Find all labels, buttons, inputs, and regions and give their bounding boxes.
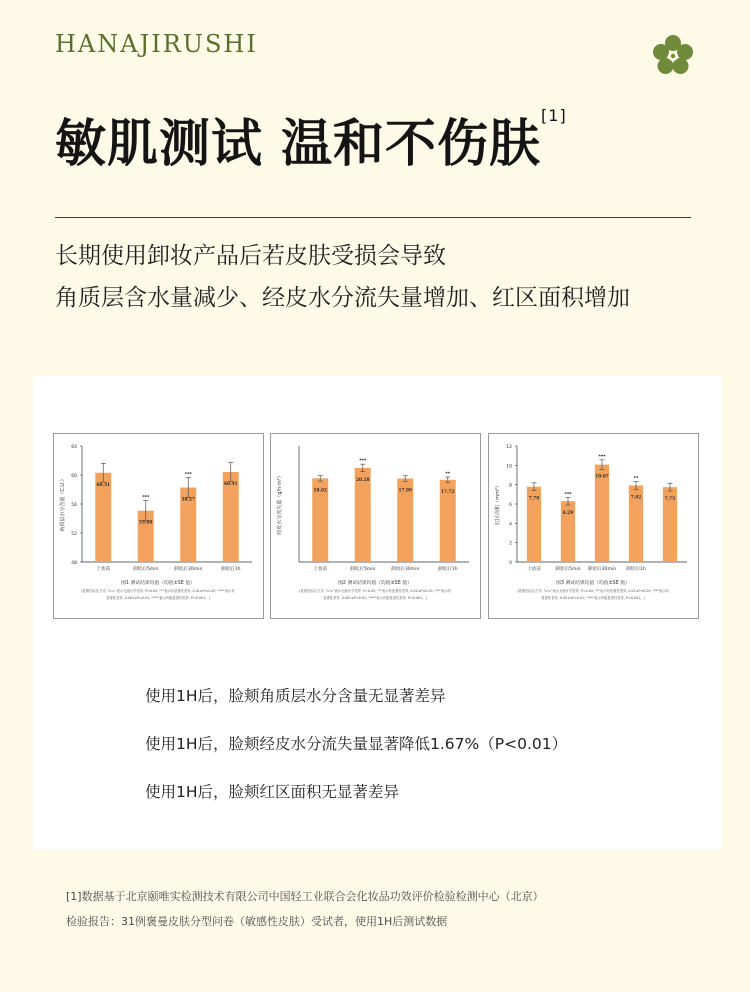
chart-footnote: (显著性标注方式: "n.s."表示无统计学差异, P>0.05; "*"表示有显著性差异, 0.01≤P<0.05; "***"表示有 [81, 589, 235, 593]
data-label: 7.92 [630, 495, 642, 501]
data-label: 60.31 [96, 482, 110, 488]
chart-caption: 图3 测试结果均值（均值±SE 值） [556, 581, 630, 586]
title-divider [55, 217, 691, 218]
x-tick-label: 卸妆后1h [437, 567, 458, 572]
y-tick-label: 60 [71, 474, 77, 479]
chart-footnote: (显著性标注方式: "n.s."表示无统计学差异, P>0.05; "*"表示有显著性差异, 0.01≤P<0.05; "**"表示有 [299, 589, 451, 593]
chart-svg-3 [489, 434, 698, 618]
y-tick-label: 10 [506, 464, 512, 470]
chart-caption: 图2 测试结果均值（均值±SE 值） [338, 581, 412, 586]
significance-label: ** [633, 476, 639, 482]
title-reference: [1] [541, 106, 567, 125]
y-tick-label: 64 [71, 445, 77, 450]
data-label: 18.02 [313, 488, 327, 494]
x-tick-label: 卸妆后5min [555, 567, 581, 572]
data-label: 60.41 [224, 482, 238, 488]
x-tick-label: 上妆前 [96, 567, 111, 572]
data-label: 6.29 [562, 511, 574, 517]
result-1: 使用1H后，脸颊角质层水分含量无显著差异 [145, 687, 446, 705]
significance-label: *** [359, 459, 367, 465]
significance-label: ** [445, 471, 451, 477]
y-tick-label: 4 [509, 522, 512, 528]
result-2: 使用1H后，脸颊经皮水分流失量显著降低1.67%（P<0.01） [145, 735, 568, 753]
result-3: 使用1H后，脸颊红区面积无显著差异 [145, 783, 400, 801]
chart-svg-2 [271, 434, 480, 618]
chart-footnote: (显著性标注方式: "n.s."表示无统计学差异, P>0.05; "*"表示有显著性差异, 0.01≤P<0.05; "**"表示有 [517, 589, 669, 593]
x-tick-label: 卸妆后30min [174, 567, 203, 572]
chart-stratum-corneum-hydration [53, 433, 264, 619]
brand-name: HANAJIRUSHI [55, 30, 258, 58]
data-label: 17.99 [398, 488, 412, 494]
chart-red-area [488, 433, 699, 619]
subtitle-line-1: 长期使用卸妆产品后若皮肤受损会导致 [55, 243, 446, 269]
title-part-2: 温和不伤肤 [281, 115, 542, 174]
footnote-report: 检验报告：31例褒曼皮肤分型问卷（敏感性皮肤）受试者，使用1H后测试数据 [66, 915, 448, 928]
chart-footnote: 显著性差异, 0.001≤P<0.01; "***"表示有极显著性差异, P<0.001。) [541, 596, 645, 600]
x-tick-label: 卸妆后1h [220, 567, 241, 572]
chart-caption: 图1 测试结果均值（均值±SE 值） [121, 581, 195, 586]
chart-svg-1 [54, 434, 263, 618]
data-label: 20.28 [356, 477, 370, 483]
data-label: 17.72 [441, 489, 455, 495]
footnote-source: [1]数据基于北京颐唯实检测技术有限公司中国轻工业联合会化妆品功效评价检验检测中心（北京） [66, 890, 544, 903]
y-axis-label: 红区面积（mm²） [495, 483, 501, 525]
significance-label: *** [564, 492, 572, 498]
data-label: 7.75 [664, 497, 676, 503]
data-label: 7.79 [528, 496, 540, 502]
y-tick-label: 0 [509, 561, 512, 566]
x-tick-label: 卸妆后5min [133, 567, 159, 572]
data-label: 55.08 [139, 520, 153, 526]
significance-label: *** [184, 472, 192, 478]
chart-footnote: 显著性差异, 0.001≤P<0.01; "***"表示有极显著性差异, P<0.001。) [106, 596, 210, 600]
chart-tewl [270, 433, 481, 619]
x-tick-label: 卸妆后1h [626, 567, 646, 572]
y-tick-label: 48 [71, 561, 77, 566]
y-axis-label: 经皮水分流失量（g/h·m²） [277, 473, 283, 535]
results-panel [33, 376, 721, 849]
y-tick-label: 2 [509, 541, 512, 547]
y-tick-label: 8 [509, 483, 512, 489]
y-tick-label: 6 [509, 503, 512, 508]
data-label: 58.27 [181, 497, 195, 503]
page-title [55, 102, 567, 176]
significance-label: *** [142, 495, 150, 501]
significance-label: *** [598, 454, 606, 460]
data-label: 10.07 [595, 474, 609, 480]
title-part-1: 敏肌测试 [55, 115, 264, 174]
subtitle [55, 235, 630, 319]
chart-footnote: 显著性差异, 0.001≤P<0.01; "***"表示有极显著性差异, P<0.001。) [323, 596, 427, 600]
x-tick-label: 卸妆后5min [350, 567, 376, 572]
y-axis-label: 角质层水分含量（C.U.） [60, 476, 66, 532]
y-tick-label: 56 [71, 503, 77, 508]
y-tick-label: 52 [71, 532, 77, 537]
subtitle-line-2: 角质层含水量减少、经皮水分流失量增加、红区面积增加 [55, 285, 630, 311]
flower-icon [652, 34, 694, 76]
x-tick-label: 卸妆后30min [587, 567, 617, 572]
x-tick-label: 上妆前 [313, 567, 328, 572]
y-tick-label: 12 [506, 445, 512, 450]
x-tick-label: 上妆前 [527, 567, 541, 572]
x-tick-label: 卸妆后30min [391, 567, 420, 572]
